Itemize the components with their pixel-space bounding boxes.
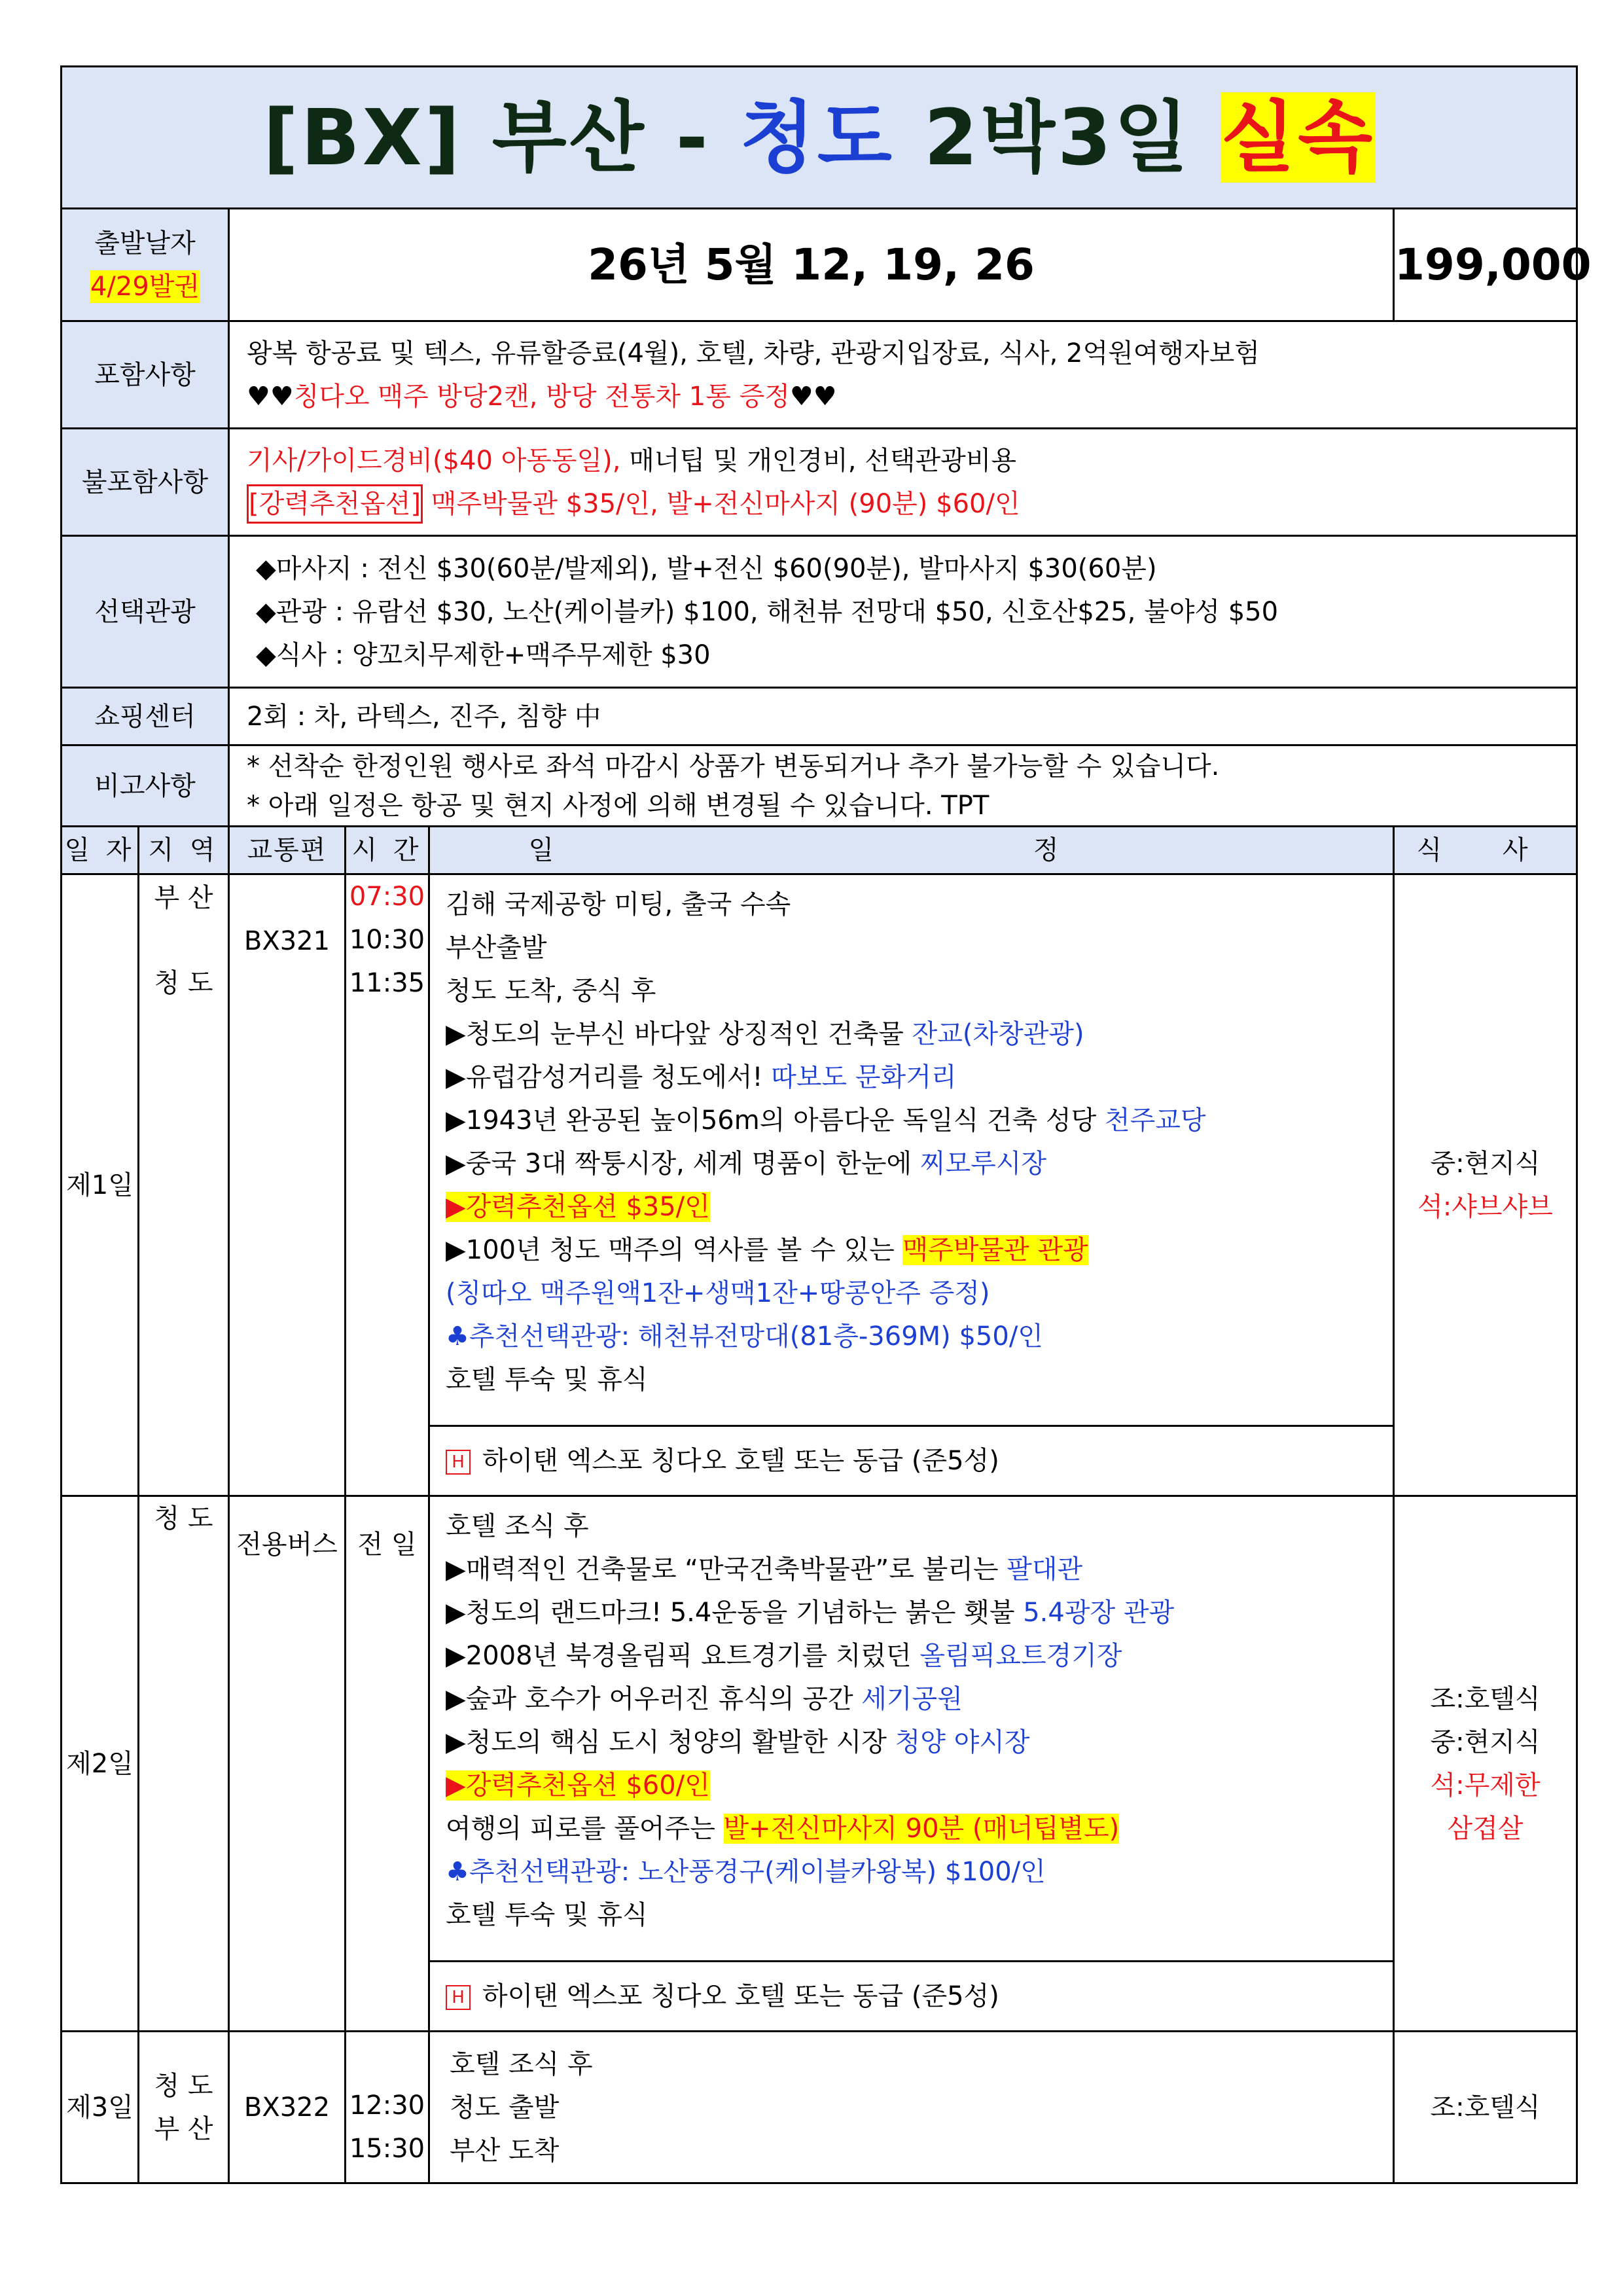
- attraction: 천주교당: [1104, 1105, 1206, 1136]
- region-busan: 부 산: [154, 2113, 213, 2144]
- attraction: 따보도 문화거리: [771, 1062, 957, 1092]
- day3-flight: BX322: [229, 2032, 346, 2183]
- day1-region: [139, 874, 229, 1496]
- shopping-text: 2회 : 차, 라텍스, 진주, 침향 中: [229, 688, 1577, 745]
- day2-time: [346, 1496, 429, 2032]
- schedule-desc: ▶숲과 호수가 어우러진 휴식의 공간: [446, 1684, 862, 1714]
- excluded-content: [229, 429, 1577, 536]
- day1-times: [346, 874, 429, 1496]
- attraction: 세기공원: [861, 1684, 963, 1714]
- optional-tour-item: ♣추천선택관광: 노산풍경구(케이블카왕복) $100/인: [446, 1857, 1046, 1887]
- remark-line: * 선착순 한정인원 행사로 좌석 마감시 상품가 변동되거나 추가 불가능할 수 있습니다.: [247, 751, 1220, 781]
- schedule-item: [446, 1099, 1393, 1142]
- attraction: 잔교(차창관광): [912, 1019, 1084, 1049]
- optional-item: ◆관광 : 유람선 $30, 노산(케이블카) $100, 해천뷰 전망대 $50, 신호산$25, 불야성 $50: [256, 596, 1279, 627]
- title-destination: 청도: [740, 92, 895, 183]
- optional-item: ◆식사 : 양꼬치무제한+맥주무제한 $30: [256, 639, 711, 670]
- schedule-desc: ▶100년 청도 맥주의 역사를 볼 수 있는: [446, 1235, 903, 1265]
- attraction: 5.4광장 관광: [1023, 1598, 1175, 1628]
- optional-item: ◆마사지 : 전신 $30(60분/발제외), 발+전신 $60(90분), 발마사지 $30(60분): [256, 553, 1157, 584]
- meal-item: 석:샤브샤브: [1418, 1191, 1553, 1222]
- time-departure: 12:30: [349, 2090, 425, 2121]
- schedule-item: 청도 도착, 중식 후: [446, 976, 656, 1006]
- shopping-label: 쇼핑센터: [62, 688, 229, 745]
- day1-meals: [1394, 874, 1577, 1496]
- schedule-desc: ▶2008년 북경올림픽 요트경기를 치렀던: [446, 1641, 920, 1671]
- day1-flight: [229, 874, 346, 1496]
- header-schedule: 일 정: [429, 827, 1394, 874]
- day2-region: 청 도: [139, 1496, 229, 2032]
- schedule-item: 호텔 조식 후: [450, 2049, 593, 2079]
- guide-fee: 기사/가이드경비($40 아동동일),: [247, 445, 621, 476]
- optional-content: [229, 536, 1577, 688]
- schedule-desc: ▶청도의 눈부신 바다앞 상징적인 건축물: [446, 1019, 912, 1049]
- schedule-desc: ▶유럽감성거리를 청도에서!: [446, 1062, 772, 1092]
- hotel-icon: H: [446, 1450, 471, 1475]
- day3-meals: 조:호텔식: [1394, 2032, 1577, 2183]
- day2-hotel: [429, 1962, 1394, 2032]
- schedule-item: [446, 1142, 1393, 1185]
- day3-times: [346, 2032, 429, 2183]
- day2-transport: [229, 1496, 346, 2032]
- schedule-item: 부산 도착: [450, 2135, 560, 2166]
- meal-item: 석:무제한: [1430, 1770, 1541, 1801]
- attraction-highlight: 발+전신마사지 90분 (매너팁별도): [723, 1814, 1120, 1844]
- schedule-item: 호텔 투숙 및 휴식: [446, 1900, 648, 1930]
- hotel-icon: H: [446, 1985, 471, 2010]
- header-region: 지 역: [139, 827, 229, 874]
- day3-label: 제3일: [62, 2032, 139, 2183]
- departure-label: 출발날자: [94, 228, 196, 259]
- schedule-item: 호텔 조식 후: [446, 1511, 589, 1541]
- included-gift-line: [247, 375, 1576, 418]
- excluded-line-2: [247, 482, 1576, 526]
- excluded-line-1: [247, 439, 1576, 482]
- title-prefix: [BX] 부산 -: [262, 92, 740, 183]
- schedule-desc: ▶중국 3대 짝퉁시장, 세계 명품이 한눈에: [446, 1149, 920, 1179]
- schedule-desc: 여행의 피로를 풀어주는: [446, 1814, 724, 1844]
- title-badge: 실속: [1221, 92, 1376, 183]
- header-meal: 식 사: [1394, 827, 1577, 874]
- recommended-option-tag: [강력추천옵션]: [247, 484, 423, 524]
- recommended-option: ▶강력추천옵션 $35/인: [446, 1192, 710, 1222]
- day1-schedule: [429, 874, 1394, 1426]
- hotel-name: 하이탠 엑스포 칭다오 호텔 또는 동급 (준5성): [482, 1446, 999, 1476]
- schedule-item: [446, 1807, 1393, 1850]
- time-meeting: 07:30: [349, 882, 425, 912]
- region-qingdao: 청 도: [154, 968, 213, 998]
- page-title: [62, 67, 1577, 209]
- optional-label: 선택관광: [62, 536, 229, 688]
- price: 199,000: [1394, 209, 1577, 321]
- meal-item: 중:현지식: [1430, 1727, 1541, 1757]
- region-busan: 부 산: [154, 883, 213, 913]
- region-qingdao: 청 도: [154, 2070, 213, 2101]
- time-arrival: 15:30: [349, 2133, 425, 2164]
- flight-number: BX321: [243, 926, 330, 956]
- included-line: 왕복 항공료 및 텍스, 유류할증료(4월), 호텔, 차량, 관광지입장료, 식사, 2억원여행자보험: [247, 338, 1260, 368]
- day1-label: 제1일: [62, 874, 139, 1496]
- included-label: 포함사항: [62, 321, 229, 429]
- schedule-item: [446, 1013, 1393, 1056]
- header-day: 일 자: [62, 827, 139, 874]
- day2-meals: [1394, 1496, 1577, 2032]
- attraction: 올림픽요트경기장: [919, 1641, 1122, 1671]
- included-content: [229, 321, 1577, 429]
- excluded-label: 불포함사항: [62, 429, 229, 536]
- schedule-item: [446, 1677, 1393, 1721]
- schedule-item: [446, 1591, 1393, 1634]
- meal-item: 중:현지식: [1430, 1148, 1541, 1179]
- day2-label: 제2일: [62, 1496, 139, 2032]
- day1-hotel: [429, 1426, 1394, 1496]
- schedule-item: 부산출발: [446, 933, 547, 963]
- departure-label-cell: [62, 209, 229, 321]
- day3-schedule: [429, 2032, 1394, 2183]
- transport-type: 전용버스: [236, 1530, 338, 1560]
- title-duration: 2박3일: [894, 92, 1221, 183]
- remark-line: * 아래 일정은 항공 및 현지 사정에 의해 변경될 수 있습니다. TPT: [247, 790, 990, 821]
- schedule-item: [446, 1721, 1393, 1764]
- heart-icon: ♥♥: [789, 381, 837, 412]
- attraction: 찌모루시장: [919, 1149, 1047, 1179]
- schedule-item: [446, 1634, 1393, 1677]
- itinerary-table: [60, 65, 1592, 2184]
- schedule-desc: ▶매력적인 건축물로 “만국건축박물관”로 불리는: [446, 1554, 1007, 1585]
- header-time: 시 간: [346, 827, 429, 874]
- time-arrival: 11:35: [349, 968, 425, 998]
- meal-item: 조:호텔식: [1430, 1683, 1541, 1714]
- schedule-item: 김해 국제공항 미팅, 출국 수속: [446, 889, 791, 920]
- optional-tour-item: ♣추천선택관광: 해천뷰전망대(81층-369M) $50/인: [446, 1321, 1043, 1352]
- schedule-desc: ▶1943년 완공된 높이56m의 아름다운 독일식 건축 성당: [446, 1105, 1105, 1136]
- time-departure: 10:30: [349, 925, 425, 955]
- schedule-desc: ▶청도의 핵심 도시 청양의 활발한 시장: [446, 1727, 895, 1757]
- attraction: 팔대관: [1007, 1554, 1083, 1585]
- schedule-item: [446, 1056, 1393, 1099]
- remarks-label: 비고사항: [62, 745, 229, 827]
- day2-schedule: [429, 1496, 1394, 1962]
- recommended-option-text: 맥주박물관 $35/인, 발+전신마사지 (90분) $60/인: [423, 488, 1020, 519]
- remarks-content: [229, 745, 1577, 827]
- heart-icon: ♥♥: [247, 381, 294, 412]
- schedule-item: [446, 1764, 1393, 1807]
- schedule-item: (칭따오 맥주원액1잔+생맥1잔+땅콩안주 증정): [446, 1278, 990, 1308]
- ticketing-date: 4/29발권: [90, 271, 200, 302]
- excluded-rest: 매너팁 및 개인경비, 선택관광비용: [620, 445, 1017, 476]
- header-transport: 교통편: [229, 827, 346, 874]
- schedule-item: 호텔 투숙 및 휴식: [446, 1365, 648, 1395]
- time-all-day: 전 일: [357, 1530, 417, 1560]
- hotel-name: 하이탠 엑스포 칭다오 호텔 또는 동급 (준5성): [482, 1981, 999, 2011]
- recommended-option: ▶강력추천옵션 $60/인: [446, 1770, 710, 1801]
- schedule-item: [446, 1548, 1393, 1591]
- attraction-highlight: 맥주박물관 관광: [902, 1235, 1088, 1265]
- day3-region: [139, 2032, 229, 2183]
- schedule-item: [446, 1185, 1393, 1229]
- departure-dates: 26년 5월 12, 19, 26: [229, 209, 1394, 321]
- schedule-item: [446, 1229, 1393, 1272]
- gift-text: 칭다오 맥주 방당2캔, 방당 전통차 1통 증정: [293, 381, 790, 412]
- schedule-desc: ▶청도의 랜드마크! 5.4운동을 기념하는 붉은 횃불: [446, 1598, 1024, 1628]
- meal-item: 삼겹살: [1447, 1813, 1524, 1844]
- attraction: 청양 야시장: [895, 1727, 1030, 1757]
- schedule-item: 청도 출발: [450, 2092, 560, 2123]
